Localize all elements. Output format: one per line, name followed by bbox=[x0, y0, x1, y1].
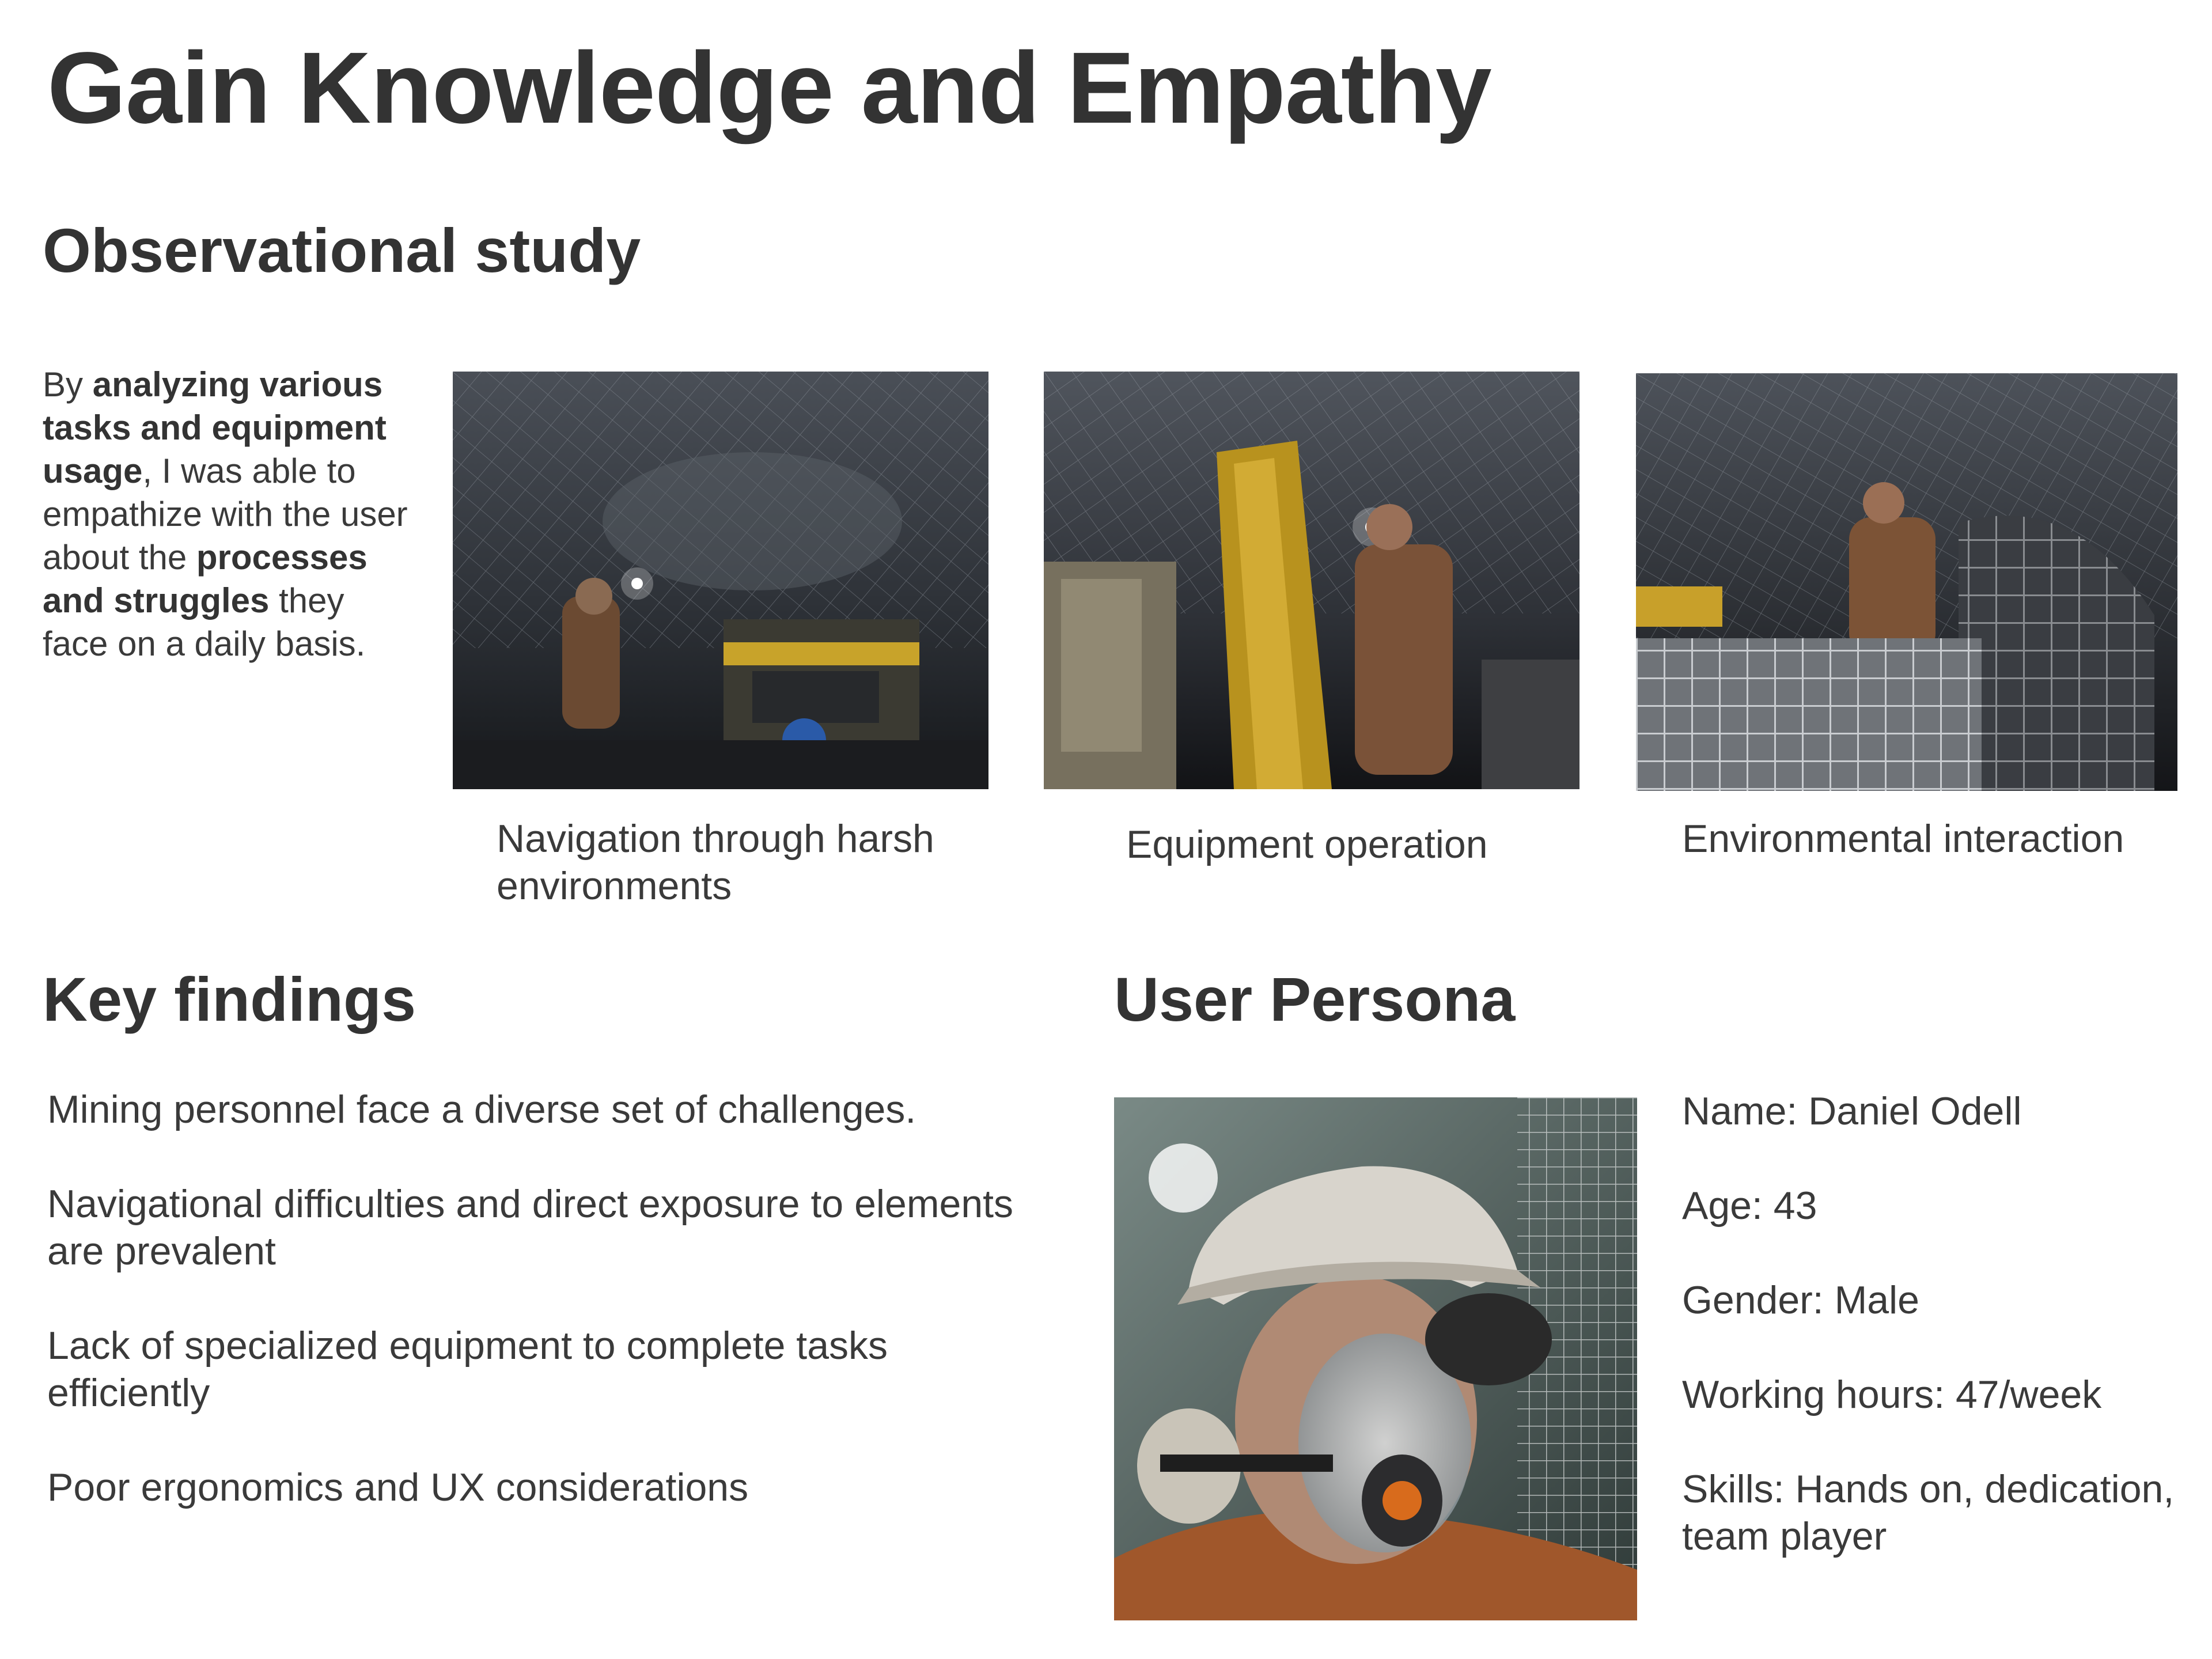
equipment-photo bbox=[1044, 372, 1580, 789]
key-findings-heading: Key findings bbox=[43, 964, 416, 1034]
intro-bold-2: processes and struggles bbox=[43, 538, 368, 620]
intro-text-2: , I was able to empathize with the user about the bbox=[43, 452, 408, 577]
finding-item: Navigational difficulties and direct exposure to elements are prevalent bbox=[47, 1182, 1014, 1273]
persona-details bbox=[1682, 1088, 2200, 1607]
page-title: Gain Knowledge and Empathy bbox=[47, 32, 1491, 145]
persona-name: Name: Daniel Odell bbox=[1682, 1089, 2022, 1133]
persona-photo bbox=[1114, 1097, 1637, 1620]
miner-portrait-image bbox=[1114, 1097, 1637, 1620]
environmental-photo bbox=[1636, 373, 2177, 791]
intro-text-3: they face on a daily basis. bbox=[43, 581, 366, 663]
navigation-caption: Navigation through harsh environments bbox=[497, 817, 934, 908]
intro-bold-1: analyzing various tasks and equipment usage bbox=[43, 365, 387, 490]
persona-gender: Gender: Male bbox=[1682, 1278, 1919, 1322]
observational-study-heading: Observational study bbox=[43, 215, 641, 285]
finding-item: Lack of specialized equipment to complete tasks efficiently bbox=[47, 1324, 888, 1415]
mine-tunnel-image bbox=[453, 372, 988, 789]
persona-age: Age: 43 bbox=[1682, 1184, 1817, 1228]
navigation-photo bbox=[453, 372, 988, 789]
persona-skills: Skills: Hands on, dedication, team player bbox=[1682, 1467, 2175, 1558]
mine-wall-mesh-image bbox=[1636, 373, 2177, 791]
mine-drill-image bbox=[1044, 372, 1580, 789]
finding-item: Poor ergonomics and UX considerations bbox=[47, 1465, 749, 1509]
finding-item: Mining personnel face a diverse set of challenges. bbox=[47, 1088, 916, 1131]
equipment-caption: Equipment operation bbox=[1126, 823, 1488, 866]
environmental-caption: Environmental interaction bbox=[1682, 817, 2124, 861]
user-persona-heading: User Persona bbox=[1114, 964, 1516, 1034]
key-findings-list bbox=[47, 1086, 1061, 1558]
intro-text-1: By bbox=[43, 365, 93, 404]
persona-working-hours: Working hours: 47/week bbox=[1682, 1373, 2102, 1416]
observational-study-intro bbox=[43, 363, 411, 665]
